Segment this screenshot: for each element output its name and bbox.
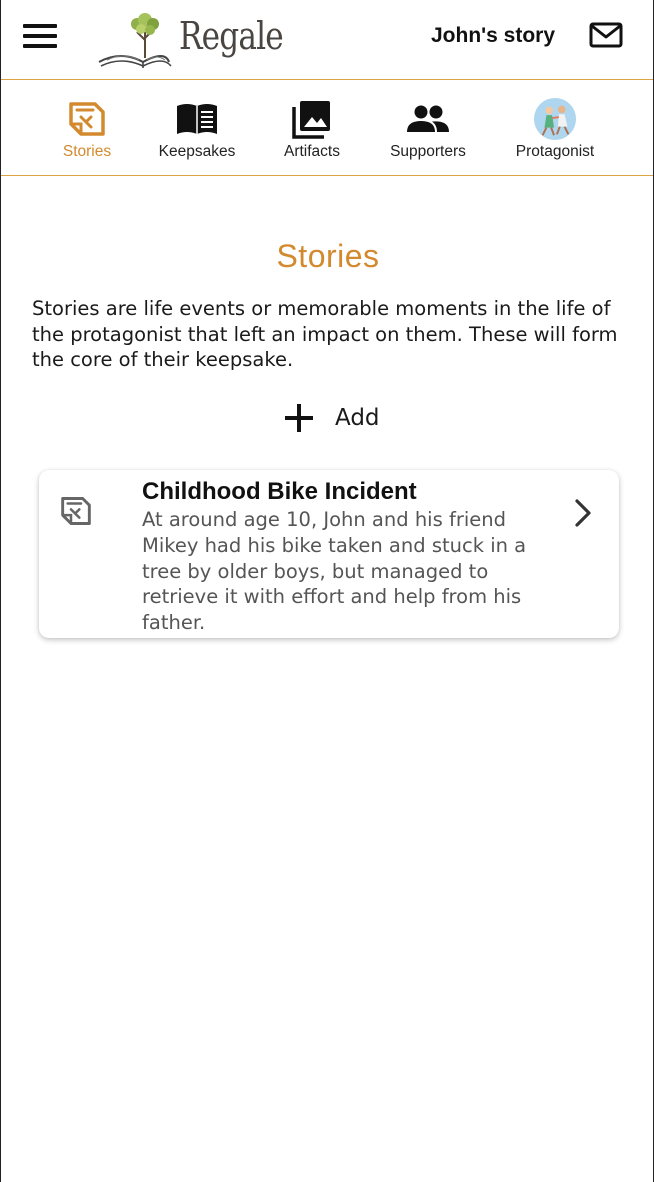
- app-header: [1, 0, 653, 80]
- mail-icon[interactable]: [589, 22, 625, 50]
- tab-protagonist-label: Protagonist: [515, 143, 595, 160]
- chevron-right-icon[interactable]: [571, 498, 595, 528]
- story-title: Childhood Bike Incident: [142, 478, 417, 505]
- plus-icon: [283, 402, 315, 434]
- tab-artifacts[interactable]: [281, 81, 343, 176]
- add-story-button[interactable]: [283, 400, 380, 436]
- tab-protagonist[interactable]: [513, 81, 597, 176]
- add-story-label: Add: [335, 405, 380, 431]
- tab-keepsakes[interactable]: [157, 81, 237, 176]
- tab-supporters-label: Supporters: [390, 143, 466, 160]
- regale-logo[interactable]: [93, 10, 283, 72]
- stories-intro-text: Stories are life events or memorable moments in the life of the protagonist that left an impact on them. These will form the core of their keepsake.: [32, 297, 618, 371]
- tab-keepsakes-label: Keepsakes: [158, 143, 236, 160]
- tab-artifacts-label: Artifacts: [284, 143, 340, 160]
- tab-stories[interactable]: [59, 81, 115, 176]
- people-icon: [406, 97, 450, 141]
- logo-text: Regale: [179, 14, 283, 58]
- stories-icon: [65, 97, 109, 141]
- story-description: At around age 10, John and his friend Mikey had his bike taken and stuck in a tree by older boys, but managed to retrieve it with effort and help from his father.: [142, 508, 527, 635]
- logo-book-tree-icon: [93, 10, 183, 72]
- page-title: Stories: [276, 238, 380, 274]
- avatar-icon: [533, 97, 577, 141]
- story-title[interactable]: John's story: [431, 24, 556, 47]
- photo-library-icon: [290, 97, 334, 141]
- book-icon: [175, 97, 219, 141]
- tab-stories-label: Stories: [62, 143, 112, 160]
- story-icon: [59, 496, 93, 528]
- story-card[interactable]: [39, 470, 619, 638]
- section-tabs: [1, 81, 653, 176]
- tab-supporters[interactable]: [387, 81, 469, 176]
- hamburger-menu-icon[interactable]: [23, 22, 59, 50]
